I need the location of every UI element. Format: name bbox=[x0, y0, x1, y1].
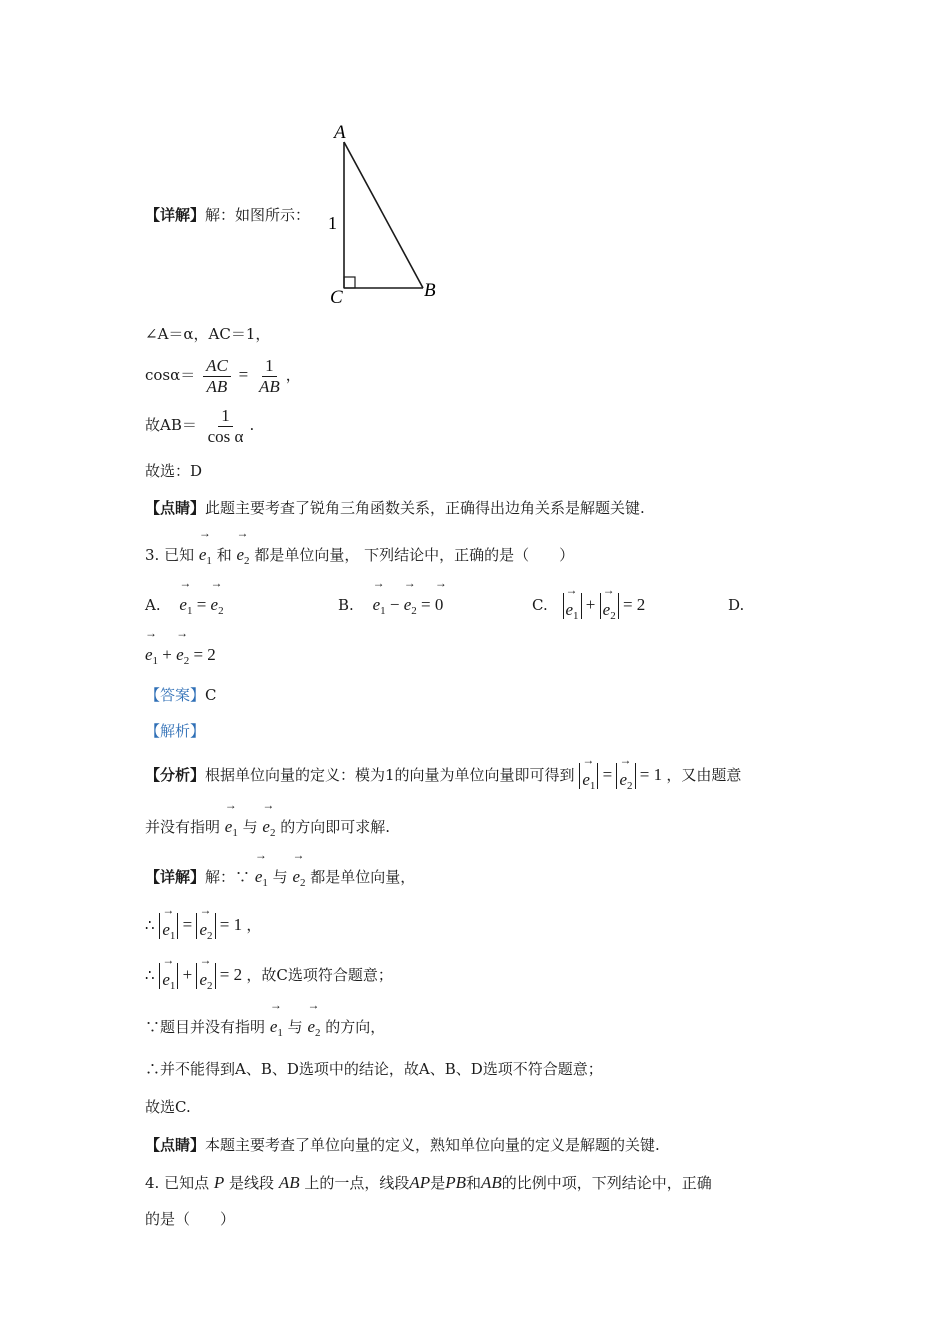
analysis-text2-suffix: 的方向即可求解. bbox=[280, 818, 391, 836]
q3-detail-line bbox=[145, 862, 415, 898]
q2-detail-tag: 【详解】 bbox=[145, 206, 206, 224]
q3-comment-line bbox=[145, 1134, 660, 1156]
direction-prefix: 题目并没有指明 bbox=[160, 1018, 266, 1036]
analysis-label: 【分析】 bbox=[145, 766, 206, 784]
detail-with: 与 bbox=[272, 868, 288, 886]
side-ab bbox=[344, 142, 423, 288]
q2-detail-line bbox=[145, 204, 310, 226]
therefore-symbol: ∴ bbox=[145, 966, 155, 984]
option-c-label: C. bbox=[532, 596, 548, 614]
analysis-text2-prefix: 并没有指明 bbox=[145, 818, 221, 836]
vector-e1: → $e_1$ bbox=[255, 862, 268, 898]
point-p: P bbox=[213, 1173, 225, 1192]
option-b bbox=[338, 590, 443, 626]
vertex-label-c: C bbox=[330, 287, 343, 308]
q4-stem-line1: 4. 已知点 P 是线段 AB 上的一点，线段AP是PB和AB的比例中项，下列结论中，正确 bbox=[145, 1173, 712, 1192]
vector-e2: → $e_2$ bbox=[262, 812, 275, 848]
option-c-expression: → $e_1$ + → $e_2 = 2$ bbox=[563, 595, 646, 614]
frac-numerator: 1 bbox=[262, 356, 277, 377]
vertex-label-a: A bbox=[334, 122, 346, 143]
cos-prefix: cosα bbox=[145, 366, 181, 384]
q2-detail-intro: 解：如图所示： bbox=[205, 206, 311, 224]
analysis-with: 与 bbox=[242, 818, 258, 836]
q2-choice-line: 故选：D bbox=[145, 462, 203, 480]
q3-analysis-line1 bbox=[145, 760, 742, 793]
detail-suffix: 都是单位向量， bbox=[310, 868, 416, 886]
frac-numerator: AC bbox=[203, 356, 231, 377]
q3-stem-prefix: 3. 已知 bbox=[145, 546, 195, 564]
equals-sign: = bbox=[238, 365, 249, 384]
q3-answer-line bbox=[145, 684, 217, 706]
frac-denominator: cos α bbox=[207, 426, 244, 446]
q3-step-cannot: ∴并不能得到A、B、D选项中的结论，故A、B、D选项不符合题意； bbox=[145, 1060, 603, 1078]
q2-given-line: ∠A＝α，AC＝1， bbox=[145, 325, 271, 343]
modulus-equation: → $e_1$ = → $e_2 = 1$ bbox=[579, 765, 666, 784]
q3-choice-line: 故选C. bbox=[145, 1098, 191, 1116]
analysis-tail: ，又由题意 bbox=[666, 766, 742, 784]
q3-step-sum-two: ∴ → $e_1$ + → $e_2 = 2$ ，故C选项符合题意； bbox=[145, 960, 393, 990]
q3-and: 和 bbox=[216, 546, 232, 564]
analysis-text: 根据单位向量的定义：模为1的向量为单位向量即可得到 bbox=[205, 766, 575, 784]
comma: ， bbox=[285, 366, 301, 384]
option-d-expression: → $e_1$ + → $e_2 = 2$ bbox=[145, 640, 216, 676]
segment-pb: PB bbox=[445, 1173, 466, 1192]
q4-stem-line2: 的是（ ） bbox=[145, 1210, 236, 1228]
q3-stem-suffix: 都是单位向量， 下列结论中，正确的是（ ） bbox=[254, 546, 575, 564]
option-b-label: B. bbox=[338, 596, 354, 614]
q3-comment-text: 本题主要考查了单位向量的定义，熟知单位向量的定义是解题的关键. bbox=[205, 1136, 660, 1154]
q2-conclusion-line bbox=[145, 402, 254, 448]
direction-suffix: 的方向， bbox=[325, 1018, 386, 1036]
vector-e1: → $e_1$ bbox=[270, 1012, 283, 1048]
q2-cos-line bbox=[145, 352, 301, 398]
q3-step-direction bbox=[145, 1012, 385, 1048]
option-a bbox=[145, 590, 224, 626]
q3-analysis-line2 bbox=[145, 812, 390, 848]
detail-intro: 解：∵ bbox=[205, 868, 251, 886]
vertex-label-b: B bbox=[424, 280, 436, 301]
vector-e2: → $e_2$ bbox=[292, 862, 305, 898]
segment-ab: AB bbox=[481, 1173, 502, 1192]
because-symbol: ∵ bbox=[145, 1018, 161, 1036]
segment-ab: AB bbox=[278, 1173, 300, 1192]
frac-denominator: AB bbox=[258, 376, 280, 396]
right-angle-marker bbox=[344, 277, 355, 288]
therefore-symbol: ∴ bbox=[145, 916, 155, 934]
q2-comment-tag: 【点睛】 bbox=[145, 499, 206, 517]
direction-with: 与 bbox=[287, 1018, 303, 1036]
period: . bbox=[249, 416, 255, 434]
equals-sign: ＝ bbox=[180, 366, 196, 384]
frac-numerator: 1 bbox=[218, 406, 233, 427]
option-d-label: D. bbox=[728, 596, 745, 614]
fraction-ac-ab bbox=[203, 356, 231, 397]
option-a-label: A. bbox=[145, 596, 161, 614]
vector-e1: → $e_1$ bbox=[225, 812, 238, 848]
fraction-1-cos bbox=[205, 406, 247, 447]
q3-step-eq-one: ∴ → $e_1$ = → $e_2 = 1$ ， bbox=[145, 910, 261, 940]
answer-tag: 【答案】 bbox=[145, 686, 206, 704]
analysis-tag: 【解析】 bbox=[145, 722, 206, 740]
answer-value: C bbox=[205, 686, 217, 704]
fraction-1-ab bbox=[256, 356, 283, 397]
detail-tag: 【详解】 bbox=[145, 868, 206, 886]
option-c bbox=[532, 590, 646, 623]
conclusion-prefix: 故AB＝ bbox=[145, 416, 197, 434]
side-length-label: 1 bbox=[328, 213, 337, 233]
vector-e1: → $e_1$ bbox=[199, 540, 212, 576]
frac-denominator: AB bbox=[206, 376, 228, 396]
q3-stem bbox=[145, 540, 574, 576]
option-a-expression: → $e_1$ = → $e_2$ bbox=[179, 595, 223, 614]
right-triangle-figure bbox=[320, 118, 450, 313]
q2-comment-text: 此题主要考查了锐角三角函数关系，正确得出边角关系是解题关键. bbox=[205, 499, 645, 517]
segment-ap: AP bbox=[409, 1173, 431, 1192]
vector-e2: → $e_2$ bbox=[307, 1012, 320, 1048]
vector-e2: → $e_2$ bbox=[237, 540, 250, 576]
option-b-expression: → $e_1$ − → $e_2$ = → 0 bbox=[373, 595, 444, 614]
q3-comment-tag: 【点睛】 bbox=[145, 1136, 206, 1154]
q2-comment-line bbox=[145, 497, 645, 519]
